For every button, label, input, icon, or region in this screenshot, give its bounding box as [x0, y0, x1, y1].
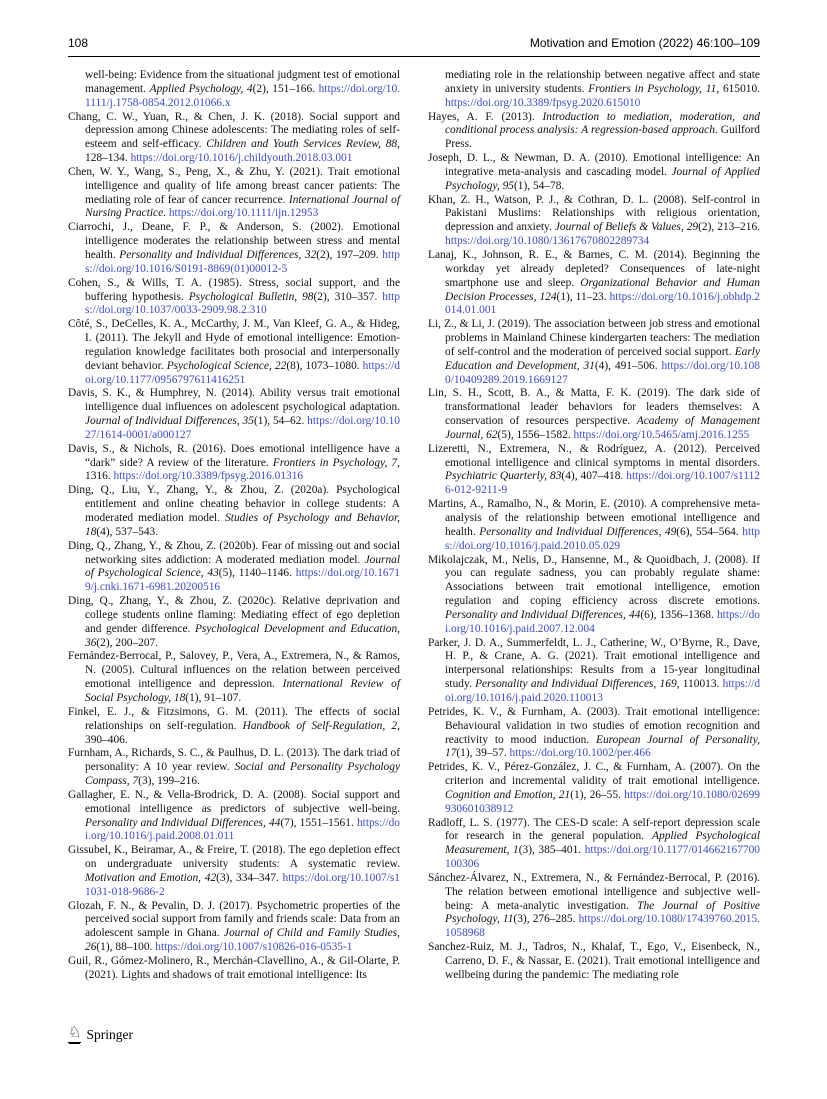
reference-text: Li, Z., & Li, J. (2019). The association between job stress and emotional problems in Mainland Chinese kindergarten teachers: The mediation of self-control and the moderation of perceived social support.: [428, 318, 760, 358]
reference-text: (7), 1551–1561.: [280, 816, 357, 829]
reference-text: (4), 491–506.: [594, 359, 662, 372]
reference-text: (2), 151–166.: [252, 82, 319, 95]
reference-text: Furnham, A., Richards, S. C., & Paulhus, D. L. (2013). The dark triad of personality: A 10 year review.: [68, 747, 400, 774]
reference-text: Lin, S. H., Scott, B. A., & Matta, F. K. (2019). The dark side of transformational leader behaviors for leaders themselves: A conservation of resources perspective.: [428, 387, 760, 428]
reference-entry: [428, 872, 760, 941]
reference-entry: [68, 789, 400, 844]
reference-text: (1), 11–23.: [556, 290, 610, 303]
reference-text: Mikolajczak, M., Nelis, D., Hansenne, M., & Quoidbach, J. (2008). If you can regulate sadness, you can probably regulate shame: Associations between trait emotional intelligence, emotion regulation and coping efficiency across discrete emotions.: [428, 553, 760, 608]
reference-source-italic: Psychological Bulletin, 98: [188, 290, 314, 303]
reference-source-italic: Children and Youth Services Review, 88: [206, 138, 398, 151]
reference-source-italic: Journal of Child and Family Studies, 26: [85, 927, 400, 954]
reference-text: Petrides, K. V., & Furnham, A. (2003). Trait emotional intelligence: Behavioural validation in two studies of emotion recognition and reactivity to mood induction.: [428, 705, 760, 746]
reference-text: Petrides, K. V., Pérez-González, J. C., & Furnham, A. (2007). On the criterion and incremental validity of trait emotional intelligence.: [428, 761, 760, 788]
doi-link[interactable]: https://doi.org/10.1016/j.obhdp.2014.01.001: [445, 290, 760, 317]
reference-text: (3), 385–401.: [518, 844, 585, 857]
reference-text: Davis, S. K., & Humphrey, N. (2014). Ability versus trait emotional intelligence dual influences on adolescent psychological adaptation.: [68, 387, 400, 414]
references-column-left: [68, 69, 400, 983]
reference-text: (4), 537–543.: [96, 525, 159, 538]
reference-text: Gallagher, E. N., & Vella-Brodrick, D. A. (2008). Social support and emotional intelligence as predictors of subjective well-being.: [68, 788, 400, 815]
reference-text: Martins, A., Ramalho, N., & Morin, E. (2010). A comprehensive meta-analysis of the relationship between emotional intelligence and health.: [428, 498, 760, 538]
reference-entry: [428, 554, 760, 637]
reference-text: Ding, Q., Zhang, Y., & Zhou, Z. (2020b). Fear of missing out and social networking sites addiction: A moderated mediation model.: [68, 539, 400, 566]
reference-source-italic: Frontiers in Psychology, 11: [588, 82, 717, 95]
reference-source-italic: Personality and Individual Differences, 32: [119, 248, 317, 261]
reference-entry: [428, 637, 760, 706]
reference-text: (3), 334–347.: [216, 871, 283, 884]
reference-source-italic: Academy of Management Journal, 62: [445, 415, 760, 441]
reference-text: (1), 39–57.: [456, 747, 510, 760]
reference-text: (1), 26–55.: [570, 788, 625, 801]
reference-text: Fernández-Berrocal, P., Salovey, P., Vera, A., Extremera, N., & Ramos, N. (2005). Cultural influences on the relation between perceived emotional intelligence and depression.: [68, 650, 400, 691]
reference-entry: [68, 650, 400, 705]
reference-text: Radloff, L. S. (1977). The CES-D scale: A self-report depression scale for research in the general population.: [428, 816, 760, 843]
reference-text: Cohen, S., & Wills, T. A. (1985). Stress, social support, and the buffering hypothesis.: [68, 276, 400, 303]
reference-entry: [428, 69, 760, 111]
reference-text: (1), 91–107.: [185, 691, 242, 704]
doi-link[interactable]: https://doi.org/10.1080/17439760.2015.1058968: [445, 913, 760, 940]
reference-entry: [68, 443, 400, 485]
reference-text: (6), 554–564.: [676, 525, 743, 538]
reference-entry: [428, 387, 760, 442]
reference-entry: [68, 844, 400, 899]
reference-entry: [428, 249, 760, 318]
reference-text: mediating role in the relationship between negative affect and state anxiety in university students.: [445, 69, 760, 95]
reference-source-italic: Cognition and Emotion, 21: [445, 788, 571, 801]
reference-entry: [68, 318, 400, 387]
reference-text: .: [163, 207, 169, 220]
doi-link[interactable]: https://doi.org/10.1177/0956797611416251: [85, 359, 400, 386]
references-body: [68, 69, 760, 983]
doi-link[interactable]: https://doi.org/10.5465/amj.2016.1255: [573, 428, 750, 441]
doi-link[interactable]: https://doi.org/10.3389/fpsyg.2020.615010: [445, 96, 641, 109]
reference-entry: [428, 194, 760, 249]
reference-source-italic: European Journal of Personality, 17: [445, 733, 760, 760]
reference-source-italic: Applied Psychology, 4: [149, 82, 253, 95]
reference-text: Ding, Q., Zhang, Y., & Zhou, Z. (2020c). Relative deprivation and college students online flaming: Mediating effect of ego depletion and gender difference.: [68, 595, 400, 635]
reference-text: Côté, S., DeCelles, K. A., McCarthy, J. M., Van Kleef, G. A., & Hideg, I. (2011). The Jekyll and Hyde of emotional intelligence: Emotion-regulation knowledge facilitates both prosocial and interpersonally deviant behavior.: [68, 318, 400, 372]
reference-text: (3), 276–285.: [513, 913, 579, 926]
reference-text: Guil, R., Gómez-Molinero, R., Merchán-Clavellino, A., & Gil-Olarte, P. (2021). Lights and shadows of trait emotional intelligence: Its: [68, 955, 400, 981]
reference-text: Davis, S., & Nichols, R. (2016). Does emotional intelligence have a “dark” side? A review of the literature.: [68, 442, 400, 469]
reference-source-italic: Organizational Behavior and Human Decision Processes, 124: [445, 276, 760, 303]
reference-entry: [68, 900, 400, 955]
reference-text: (6), 1356–1368.: [640, 608, 717, 621]
reference-source-italic: Personality and Individual Differences, 44: [85, 816, 281, 829]
reference-entry: [428, 152, 760, 194]
page-header: [68, 36, 760, 50]
reference-entry: [68, 277, 400, 319]
reference-entry: [68, 111, 400, 166]
reference-source-italic: Journal of Individual Differences, 35: [85, 415, 254, 428]
reference-text: Joseph, D. L., & Newman, D. A. (2010). Emotional intelligence: An integrative meta-analysis and cascading model.: [428, 152, 760, 178]
reference-text: , 615010.: [716, 82, 761, 95]
reference-entry: [428, 498, 760, 553]
reference-text: , 110013.: [676, 678, 723, 691]
doi-link[interactable]: https://doi.org/10.1007/s10826-016-0535-1: [155, 941, 353, 954]
springer-logo-icon: ♘: [68, 1025, 82, 1041]
doi-link[interactable]: https://doi.org/10.1016/j.paid.2010.05.029: [445, 525, 760, 552]
reference-source-italic: Personality and Individual Differences, 44: [445, 608, 641, 621]
reference-text: (2), 310–357.: [313, 290, 383, 303]
reference-text: (2), 197–209.: [316, 248, 383, 261]
reference-text: Ding, Q., Liu, Y., Zhang, Y., & Zhou, Z. (2020a). Psychological entitlement and online cheating behavior in college students: A moderated mediation model.: [68, 484, 400, 524]
reference-text: Glozah, F. N., & Pevalin, D. J. (2017). Psychometric properties of the perceived social support from family and friends scale: Data from an adolescent sample in Ghana.: [68, 899, 400, 940]
reference-text: (1), 54–62.: [253, 415, 308, 428]
reference-source-italic: Psychological Development and Education, 36: [85, 622, 401, 649]
reference-text: Finkel, E. J., & Fitzsimons, G. M. (2011). The effects of social relationships on self-regulation.: [68, 705, 400, 732]
reference-entry: [68, 221, 400, 276]
reference-text: (1), 88–100.: [96, 941, 156, 954]
page-footer: [68, 1026, 133, 1043]
reference-entry: [68, 706, 400, 748]
reference-text: Ciarrochi, J., Deane, F. P., & Anderson, S. (2002). Emotional intelligence moderates the relationship between stress and mental health.: [68, 221, 400, 261]
reference-text: (2), 200–207.: [96, 636, 159, 649]
reference-entry: [68, 955, 400, 983]
reference-text: Chen, W. Y., Wang, S., Peng, X., & Zhu, Y. (2021). Trait emotional intelligence and quality of life among breast cancer patients: The mediating role of fear of cancer recurrence.: [68, 165, 400, 206]
reference-text: , 1316.: [85, 456, 400, 483]
reference-entry: [428, 761, 760, 816]
reference-entry: [428, 318, 760, 387]
publisher-name: Springer: [86, 1026, 133, 1042]
reference-source-italic: Psychiatric Quarterly, 83: [445, 470, 562, 483]
doi-link[interactable]: https://doi.org/10.1007/s11031-018-9686-2: [85, 871, 401, 898]
reference-source-italic: International Journal of Nursing Practice: [85, 193, 400, 220]
doi-link[interactable]: https://doi.org/10.1080/02699930601038912: [445, 788, 760, 815]
reference-text: (5), 1556–1582.: [497, 428, 574, 441]
references-column-right: [428, 69, 760, 983]
page-number: 108: [68, 36, 89, 50]
doi-link[interactable]: https://doi.org/10.1016/j.paid.2008.01.011: [85, 816, 400, 843]
reference-source-italic: Early Education and Development, 31: [445, 345, 760, 372]
reference-source-italic: Introduction to mediation, moderation, and conditional process analysis: A regression-based approach: [445, 110, 760, 137]
reference-source-italic: International Review of Social Psychology, 18: [85, 678, 400, 704]
reference-entry: [68, 166, 400, 221]
reference-text: (2), 213–216.: [698, 221, 760, 234]
doi-link[interactable]: https://doi.org/10.16719/j.cnki.1671-6981.20200516: [85, 567, 400, 594]
doi-link[interactable]: https://doi.org/10.1177/014662167700100306: [445, 844, 761, 871]
reference-source-italic: Journal of Beliefs & Values, 29: [554, 221, 699, 234]
doi-link[interactable]: https://doi.org/10.1080/10409289.2019.1669127: [445, 359, 761, 386]
doi-link[interactable]: https://doi.org/10.1002/per.466: [509, 747, 651, 760]
reference-source-italic: Personality and Individual Differences, 169: [475, 678, 677, 691]
doi-link[interactable]: https://doi.org/10.1027/1614-0001/a000127: [85, 415, 400, 441]
doi-link[interactable]: https://doi.org/10.1080/13617670802289734: [445, 235, 650, 248]
reference-entry: [428, 111, 760, 153]
reference-source-italic: Handbook of Self-Regulation, 2: [242, 719, 398, 732]
reference-entry: [68, 747, 400, 789]
reference-source-italic: The Journal of Positive Psychology, 11: [445, 899, 760, 926]
reference-entry: [428, 817, 760, 872]
reference-entry: [428, 443, 760, 498]
reference-text: Khan, Z. H., Watson, P. J., & Cothran, D. L. (2008). Self-control in Pakistani Muslims: Relationships with religious orientation, depression and anxiety.: [428, 193, 760, 234]
reference-entry: [68, 387, 400, 442]
reference-source-italic: Psychological Science, 22: [166, 359, 287, 372]
reference-source-italic: Journal of Psychological Science, 43: [85, 553, 400, 580]
doi-link[interactable]: https://doi.org/10.1007/s11126-012-9211-9: [445, 470, 760, 497]
journal-citation-header: Motivation and Emotion (2022) 46:100–109: [529, 36, 760, 50]
reference-source-italic: Frontiers in Psychology, 7: [272, 456, 398, 469]
reference-source-italic: Motivation and Emotion, 42: [85, 871, 217, 884]
reference-text: (3), 199–216.: [138, 775, 200, 788]
reference-source-italic: Journal of Applied Psychology, 95: [445, 165, 760, 192]
reference-entry: [68, 595, 400, 650]
reference-text: (1), 54–78.: [513, 179, 565, 192]
doi-link[interactable]: https://doi.org/10.1111/j.1758-0854.2012.01066.x: [85, 82, 401, 109]
doi-link[interactable]: https://doi.org/10.1016/j.paid.2007.12.004: [445, 608, 760, 635]
reference-text: (4), 407–418.: [561, 470, 627, 483]
reference-entry: [68, 484, 400, 539]
reference-text: , 390–406.: [85, 719, 400, 746]
reference-text: (8), 1073–1080.: [286, 359, 363, 372]
reference-text: well-being: Evidence from the situational judgment test of emotional management.: [85, 69, 400, 95]
reference-entry: [428, 706, 760, 761]
doi-link[interactable]: https://doi.org/10.1016/j.childyouth.2018.03.001: [130, 152, 353, 165]
reference-text: Gissubel, K., Beiramar, A., & Freire, T. (2018). The ego depletion effect on undergraduate university students: A systematic review.: [68, 844, 400, 871]
doi-link[interactable]: https://doi.org/10.1016/S0191-8869(01)00012-5: [85, 248, 400, 275]
doi-link[interactable]: https://doi.org/10.1016/j.paid.2020.110013: [445, 678, 761, 704]
reference-entry: [68, 69, 400, 111]
doi-link[interactable]: https://doi.org/10.1111/ijn.12953: [168, 207, 319, 220]
reference-text: Sánchez-Álvarez, N., Extremera, N., & Fernández-Berrocal, P. (2016). The relation between emotional intelligence and subjective well-being: A meta-analytic investigation.: [428, 871, 760, 912]
doi-link[interactable]: https://doi.org/10.3389/fpsyg.2016.01316: [113, 470, 304, 483]
reference-text: (5), 1140–1146.: [218, 567, 296, 580]
reference-text: . Guilford Press.: [445, 124, 760, 151]
reference-text: , 128–134.: [85, 138, 400, 165]
reference-entry: [68, 540, 400, 595]
reference-text: Hayes, A. F. (2013).: [428, 110, 543, 123]
reference-text: Sanchez-Ruiz, M. J., Tadros, N., Khalaf, T., Ego, V., Eisenbeck, N., Carreno, D. F., & Nassar, E. (2021). Trait emotional intelligence and wellbeing during the pandemic: The mediating role: [428, 941, 760, 981]
reference-text: Chang, C. W., Yuan, R., & Chen, J. K. (2018). Social support and depression among Chinese adolescents: The mediating roles of self-esteem and self-efficacy.: [68, 110, 400, 151]
reference-source-italic: Social and Personality Psychology Compass, 7: [85, 761, 400, 788]
reference-text: Parker, J. D. A., Summerfeldt, L. J., Catherine, W., O’Byrne, R., Dave, H. P., & Crane, A. G. (2021). Trait emotional intelligence and interpersonal relationships: Results from a 15-year longitudinal study.: [428, 636, 760, 691]
reference-text: Lizeretti, N., Extremera, N., & Rodríguez, A. (2012). Perceived emotional intelligence and clinical symptoms in mental disorders.: [428, 442, 760, 469]
reference-source-italic: Personality and Individual Differences, 49: [479, 525, 677, 538]
reference-text: Lanaj, K., Johnson, R. E., & Barnes, C. M. (2014). Beginning the workday yet already depleted? Consequences of late-night smartphone use and sleep.: [428, 248, 760, 289]
reference-source-italic: Applied Psychological Measurement, 1: [445, 830, 760, 857]
reference-entry: [428, 941, 760, 983]
header-rule: [68, 56, 760, 57]
reference-source-italic: Studies of Psychology and Behavior, 18: [85, 512, 400, 538]
doi-link[interactable]: https://doi.org/10.1037/0033-2909.98.2.310: [85, 290, 401, 317]
